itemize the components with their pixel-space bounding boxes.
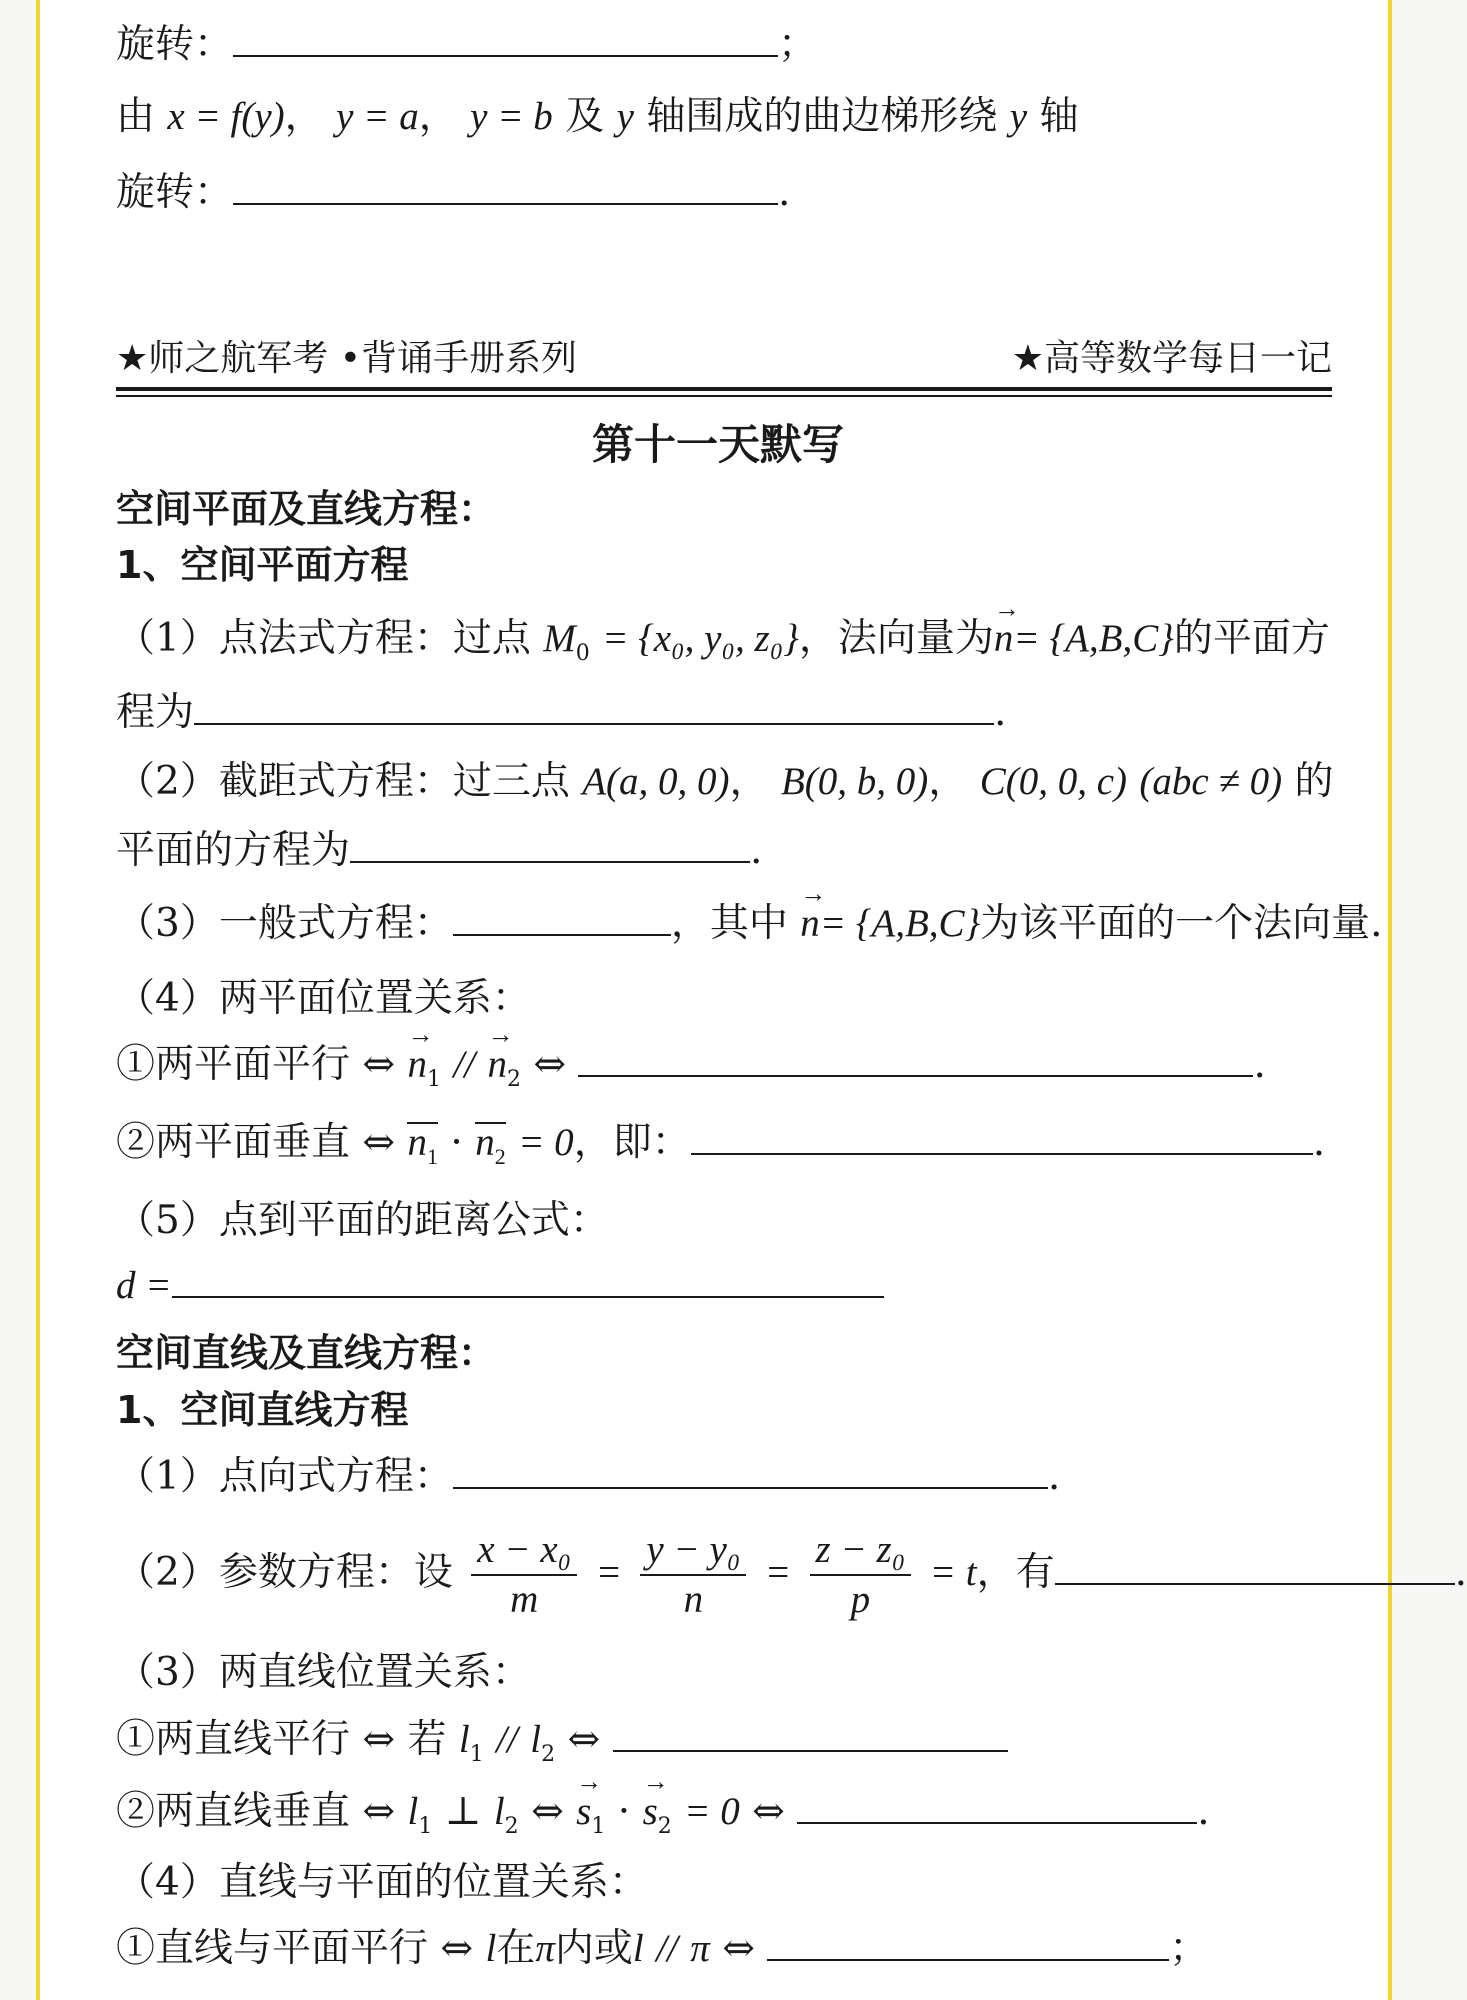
answer-blank[interactable] [691,1119,1313,1155]
curve-equation: x = f(y) [167,95,285,138]
line-plane-parallel-line: ①直线与平面平行 ⇔ l在π内或l // π ⇔ ； [116,1926,1209,1971]
fraction: $\frac{\text{z − z₀}}{p}$ [810,1526,912,1624]
planes-parallel-line: ①两平面平行 ⇔ → $n_1$ // → $n_2$ ⇔ . [116,1040,1266,1105]
answer-blank[interactable] [194,689,994,725]
header-rule [116,387,1332,391]
answer-blank[interactable] [767,1925,1169,1961]
answer-blank[interactable] [350,827,750,863]
plane-intercept-answer: 平面的方程为 . [116,828,763,873]
two-lines-heading: （3）两直线位置关系： [116,1650,531,1695]
header-subject: ★高等数学每日一记 [1011,338,1332,379]
top-condition-line: 由 x = f(y)， y = a， y = b 及 y 轴围成的曲边梯形绕 y 轴 [116,94,1079,139]
line-parametric-line: （2）参数方程：设 $\frac{\text{x − x₀}}{m}$ = $\frac{\text{y − y₀}}{n}$ = $\frac{\text{z − z₀}}{p}$ = t，有 . [116,1526,1467,1624]
sub-heading: 1、空间平面方程 [116,543,409,587]
line-plane-heading: （4）直线与平面的位置关系： [116,1860,648,1905]
answer-blank[interactable] [453,1453,1048,1489]
document-page [36,0,1467,2000]
plane-point-normal-answer: 程为 . [116,690,1007,735]
page-title: 第十一天默写 [591,420,844,469]
answer-blank[interactable] [453,900,671,936]
answer-blank[interactable] [233,169,778,205]
plane-point-normal-line: （1）点法式方程：过点 $M_0 = \{x_0$, y₀, z₀}，法向量为→ n= {A,B,C}的平面方 [116,614,1330,679]
answer-blank[interactable] [613,1716,1008,1752]
answer-blank[interactable] [797,1788,1197,1824]
plane-general-line: （3）一般式方程： ，其中 → n= {A,B,C}为该平面的一个法向量. [116,899,1383,949]
line-point-direction-line: （1）点向式方程： . [116,1454,1061,1499]
rotate-label: 旋转： [116,22,234,67]
answer-blank[interactable] [578,1041,1253,1077]
header-series: ★师之航军考 •背诵手册系列 [116,338,577,379]
plane-intercept-line: （2）截距式方程：过三点 A(a, 0, 0)， B(0, b, 0)， C(0, 0, c) (abc ≠ 0) 的 [116,759,1334,804]
lines-parallel-line: ①两直线平行 ⇔ 若 $l_1 // l_2$ ⇔ [116,1715,1008,1780]
section-heading: 空间平面及直线方程： [116,487,497,531]
rotate-label: 旋转： [116,170,234,215]
header-rule-thin [116,395,1332,397]
answer-blank[interactable] [172,1262,884,1298]
answer-blank[interactable] [233,21,778,57]
fraction: $\frac{\text{y − y₀}}{n}$ [640,1526,746,1624]
sub-heading: 1、空间直线方程 [116,1388,409,1432]
fraction: $\frac{\text{x − x₀}}{m}$ [471,1526,577,1624]
distance-formula-heading: （5）点到平面的距离公式： [116,1198,609,1243]
distance-formula-line: d = [116,1261,884,1311]
top-rotate-line-2: 旋转： . [116,170,791,215]
two-planes-heading: （4）两平面位置关系： [116,976,531,1021]
page-header [116,330,1332,380]
lines-perpendicular-line: ②两直线垂直 ⇔ $l_1$ ⊥ $l_2$ ⇔ → $s_1$ · → $s_2 = 0$ ⇔ . [116,1787,1210,1852]
answer-blank[interactable] [1055,1549,1455,1585]
top-rotate-line-1: 旋转： ； [116,22,818,67]
planes-perpendicular-line: ②两平面垂直 ⇔ $n_1 \cdot n_2 = 0$，即： . [116,1118,1325,1175]
section-heading: 空间直线及直线方程： [116,1331,497,1375]
